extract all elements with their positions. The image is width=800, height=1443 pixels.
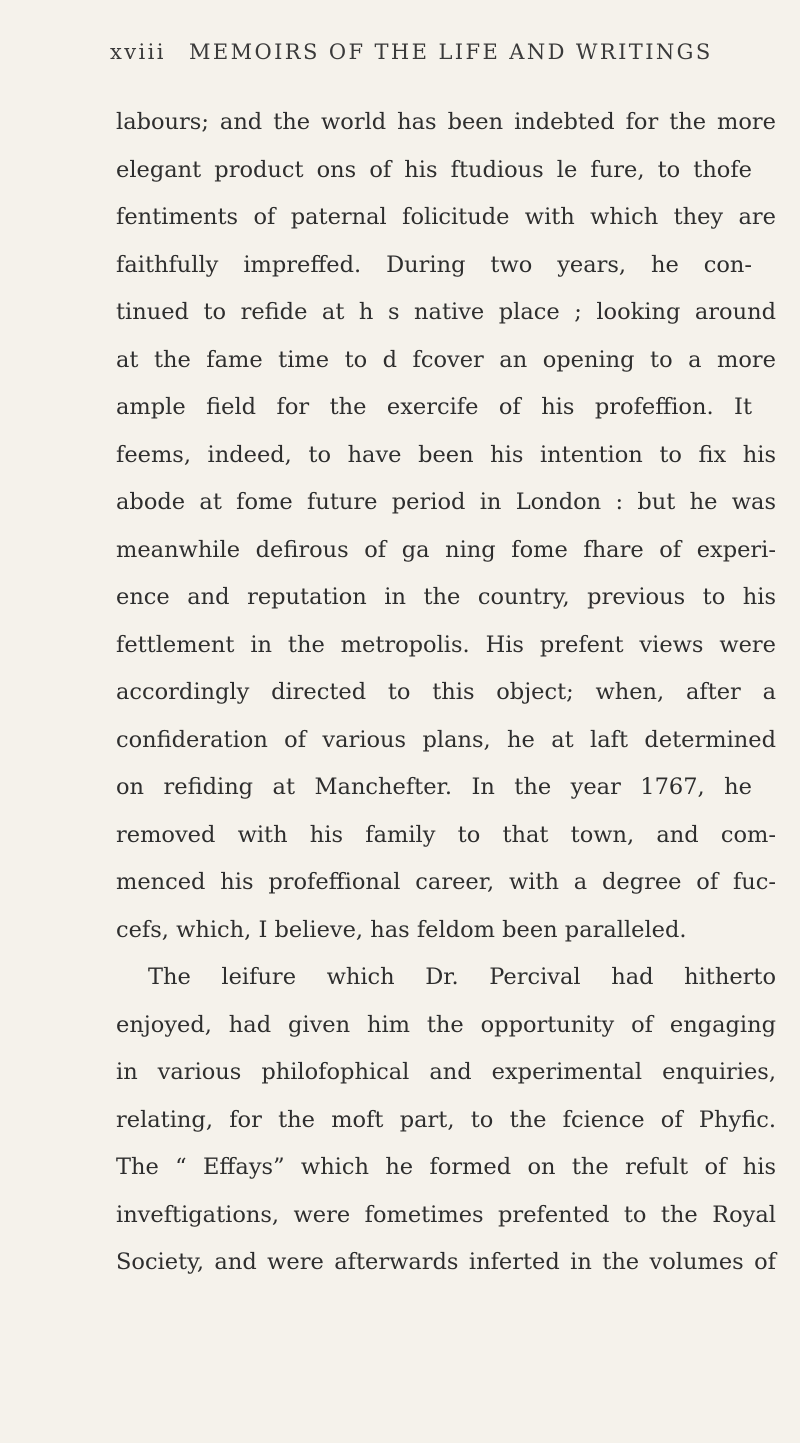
- text-line: on refiding at Manchefter. In the year 1767, he: [116, 774, 752, 800]
- text-line: at the fame time to d fcover an opening to a more: [116, 346, 776, 373]
- text-line: Society, and were afterwards inferted in the volumes of: [116, 1249, 776, 1275]
- page-number: xviii: [110, 40, 166, 64]
- text-line: The leifure which Dr. Percival had hitherto: [148, 964, 776, 990]
- body-text: [116, 99, 776, 1287]
- text-line: accordingly directed to this object; when, after a: [116, 679, 776, 705]
- text-line: relating, for the moft part, to the fcience of Phyfic.: [116, 1106, 776, 1133]
- text-line: abode at fome future period in London : but he was: [116, 489, 776, 515]
- text-line: faithfully impreffed. During two years, he con-: [116, 251, 752, 278]
- text-line: fentiments of paternal folicitude with which they are: [116, 204, 776, 230]
- running-title: MEMOIRS OF THE LIFE AND WRITINGS: [188, 40, 713, 64]
- text-line: cefs, which, I believe, has feldom been paralleled.: [116, 916, 687, 943]
- text-line: elegant product ons of his ftudious le fure, to thofe: [116, 156, 752, 183]
- text-line: inveftigations, were fometimes prefented to the Royal: [116, 1201, 776, 1228]
- text-line: enjoyed, had given him the opportunity of engaging: [116, 1011, 776, 1038]
- text-line: meanwhile defirous of ga ning fome fhare of experi-: [116, 536, 776, 563]
- text-line: ence and reputation in the country, previous to his: [116, 584, 776, 610]
- text-line: menced his profeffional career, with a degree of fuc-: [116, 869, 776, 895]
- running-head: [110, 40, 750, 64]
- text-line: labours; and the world has been indebted for the more: [116, 109, 776, 135]
- text-line: ample field for the exercife of his profeffion. It: [116, 394, 752, 420]
- text-line: The “ Effays” which he formed on the refult of his: [116, 1154, 776, 1180]
- text-line: in various philofophical and experimental enquiries,: [116, 1059, 776, 1085]
- text-line: removed with his family to that town, and com-: [116, 821, 776, 848]
- text-line: confideration of various plans, he at laft determined: [116, 726, 776, 753]
- text-line: tinued to refide at h s native place ; looking around: [116, 299, 776, 325]
- text-line: fettlement in the metropolis. His prefent views were: [116, 631, 776, 658]
- text-line: feems, indeed, to have been his intention to fix his: [116, 441, 776, 468]
